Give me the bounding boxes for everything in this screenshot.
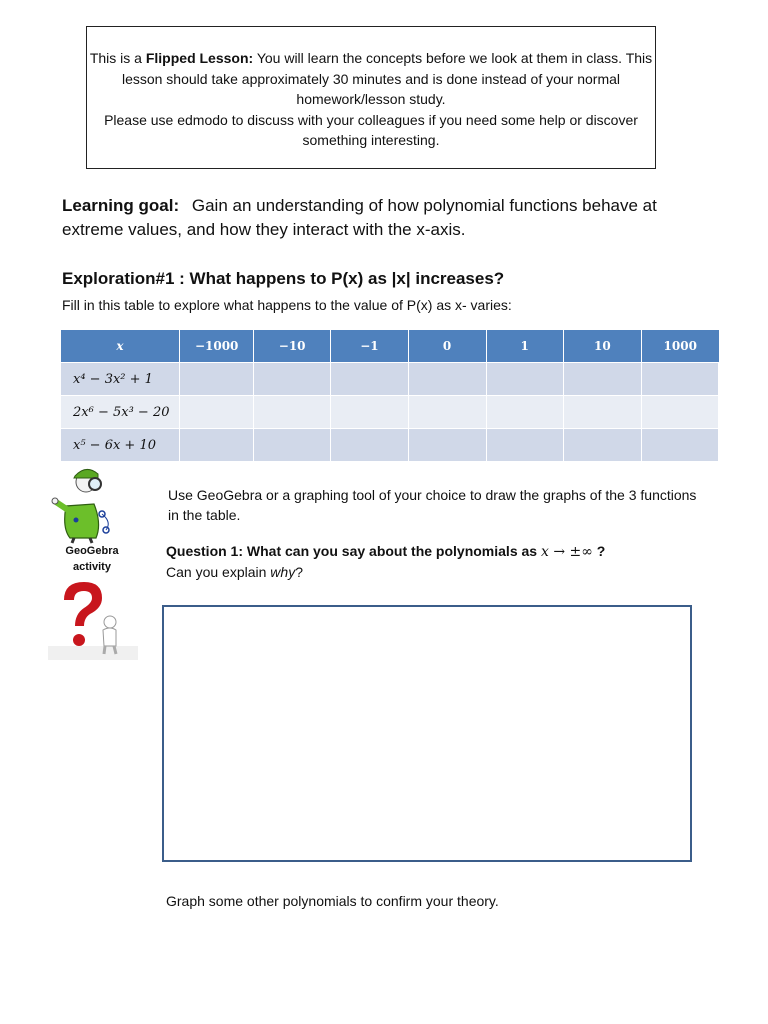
answer-cell[interactable] — [408, 396, 486, 429]
intro-paragraph — [87, 48, 655, 110]
answer-cell[interactable] — [563, 396, 641, 429]
answer-cell[interactable] — [180, 396, 254, 429]
answer-cell[interactable] — [253, 363, 330, 396]
header-x: x — [61, 330, 180, 363]
geogebra-label-line1: GeoGebra — [65, 545, 119, 557]
answer-cell[interactable] — [180, 363, 254, 396]
answer-cell[interactable] — [486, 429, 563, 462]
question-end: ? — [592, 543, 606, 559]
answer-cell[interactable] — [563, 363, 641, 396]
question-mark-icon — [48, 578, 138, 660]
learning-goal-label: Learning goal: — [62, 196, 180, 215]
question-math-expr: x → ±∞ — [540, 544, 593, 560]
answer-cell[interactable] — [331, 363, 408, 396]
answer-cell[interactable] — [408, 429, 486, 462]
table-header-row — [61, 330, 719, 363]
intro-prefix: This is a — [89, 50, 146, 66]
footer-note: Graph some other polynomials to confirm your theory. — [166, 893, 499, 909]
row-function: 2x⁶ − 5x³ − 20 — [61, 396, 180, 429]
answer-cell[interactable] — [641, 396, 718, 429]
answer-cell[interactable] — [253, 429, 330, 462]
geogebra-mascot-icon — [48, 466, 120, 544]
question-sub-prefix: Can you explain — [166, 564, 271, 580]
question-text: Question 1: What can you say about the polynomials as — [166, 543, 541, 559]
exploration-subtitle: Fill in this table to explore what happens to the value of P(x) as x- varies: — [62, 297, 512, 313]
table-row — [61, 396, 719, 429]
learning-goal-text: Gain an understanding of how polynomial functions behave at extreme values, and how they interact with the x-axis. — [62, 196, 657, 239]
answer-box[interactable] — [162, 605, 692, 862]
values-table — [60, 330, 719, 462]
answer-cell[interactable] — [331, 396, 408, 429]
header-10: 10 — [563, 330, 641, 363]
header-neg10: −10 — [253, 330, 330, 363]
intro-line2: Please use edmodo to discuss with your colleagues if you need some help or discover something interesting. — [104, 111, 638, 148]
question-subtext — [166, 564, 303, 580]
answer-cell[interactable] — [486, 363, 563, 396]
answer-cell[interactable] — [641, 363, 718, 396]
exploration-title: Exploration#1 : What happens to P(x) as |x| increases? — [62, 269, 505, 288]
intro-bold: Flipped Lesson: — [145, 50, 254, 66]
geogebra-activity-label — [52, 543, 132, 575]
answer-cell[interactable] — [253, 396, 330, 429]
answer-cell[interactable] — [408, 363, 486, 396]
learning-goal — [62, 194, 702, 242]
header-neg1: −1 — [331, 330, 408, 363]
table-row — [61, 429, 719, 462]
activity-instructions: Use GeoGebra or a graphing tool of your choice to draw the graphs of the 3 functions in the table. — [168, 487, 697, 523]
header-neg1000: −1000 — [180, 330, 254, 363]
flipped-lesson-box — [86, 26, 656, 169]
geogebra-label-line2: activity — [73, 561, 111, 573]
header-1: 1 — [486, 330, 563, 363]
intro-text: You will learn the concepts before we look at them in class. This lesson should take approximately 30 minutes and is done instead of your normal homework/lesson study. — [121, 50, 653, 107]
question-math — [541, 544, 593, 560]
answer-cell[interactable] — [486, 396, 563, 429]
header-0: 0 — [408, 330, 486, 363]
question-sub-suffix: ? — [295, 564, 303, 580]
answer-cell[interactable] — [180, 429, 254, 462]
row-function: x⁵ − 6x + 10 — [61, 429, 180, 462]
question-1 — [166, 543, 605, 560]
row-function: x⁴ − 3x² + 1 — [61, 363, 180, 396]
header-1000: 1000 — [641, 330, 718, 363]
question-sub-italic: why — [270, 564, 296, 580]
answer-cell[interactable] — [641, 429, 718, 462]
table-row — [61, 363, 719, 396]
answer-cell[interactable] — [563, 429, 641, 462]
answer-cell[interactable] — [331, 429, 408, 462]
